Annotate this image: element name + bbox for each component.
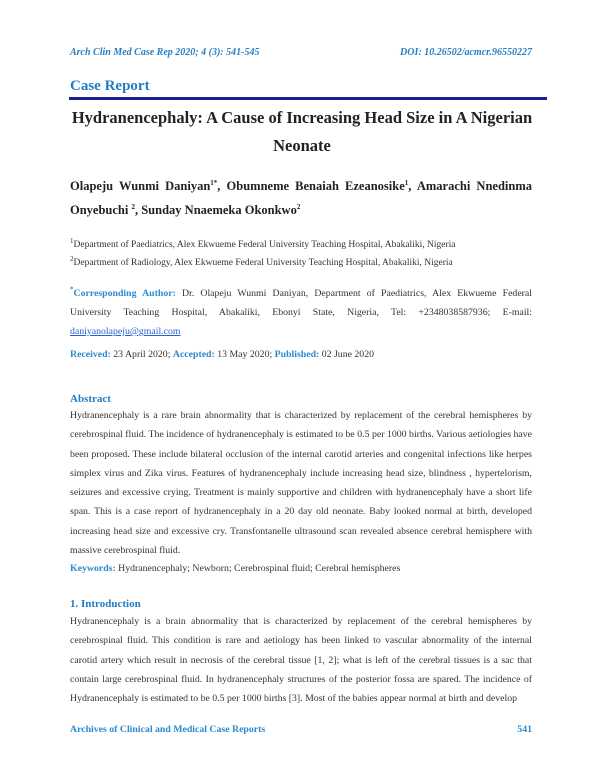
abstract-text: Hydranencephaly is a rare brain abnormality that is characterized by replacement of the cerebral hemispheres by cerebrospinal fluid. The incidence of hydranencephaly is estimated to be 0.5 per 1000 births. Various aetiologies have been proposed. These include bilateral occlusion of the internal carotid arteries and congenital infections like herpes simplex virus and Zika virus. Features of hydranencephaly include increasing head size, blindness , hypertelorism, seizures and excessive crying. Treatment is mainly supportive and children with hydranencephaly have a short life span. This is a case report of hydranencephaly in a 20 day old neonate. Baby looked normal at birth, developed increasing head size and excessive cry. Transfontanelle ultrasound scan revealed absence cerebral hemisphere with massive cerebrospinal fluid. <box>70 410 532 557</box>
introduction-text: Hydranencephaly is a brain abnormality that is characterized by replacement of the cerebral hemispheres by cerebrospinal fluid. This condition is rare and aetiology has been linked to vascular abnormality of the internal carotid artery which result in necrosis of the cerebral tissue [1, 2]; what is left of the cerebral tissues is a sac that contain large cerebrospinal fluid. In hydranencephaly structures of the posterior fossa are spared. The incidence of Hydranencephaly is estimated to be 0.5 per 1000 births [3]. Most of the babies appear normal at birth and develop <box>70 616 532 705</box>
affiliation: $^2$Department of Radiology, Alex Ekwueme Federal University Teaching Hospital, Abakaliki, Nigeria <box>70 254 453 268</box>
corresponding-author: *Corresponding Author: Dr. Olapeju Wunmi Daniyan, Department of Paediatrics, Alex Ekwueme Federal University Teaching Hospital, Abakaliki, Ebonyi State, Nigeria, Tel: +2348038587936; E-mail: daniyanolapeju@gmail.com <box>70 285 532 337</box>
introduction-heading: 1. Introduction <box>70 598 141 610</box>
affiliations <box>70 236 455 272</box>
article-dates: Received: 23 April 2020; Accepted: 13 May 2020; Published: 02 June 2020 <box>70 349 374 360</box>
article-type: Case Report <box>70 78 150 94</box>
email-link[interactable]: daniyanolapeju@gmail.com <box>70 326 181 337</box>
author-surname: Onyebuchi <box>70 203 129 217</box>
affiliation: $^1$Department of Paediatrics, Alex Ekwueme Federal University Teaching Hospital, Abakaliki, Nigeria <box>70 236 456 250</box>
journal-name: Archives of Clinical and Medical Case Reports <box>70 724 266 735</box>
page-number: 541 <box>517 724 532 735</box>
author: Sunday Nnaemeka Okonkwo <box>141 203 297 217</box>
page-footer <box>70 724 532 735</box>
header-rule <box>69 97 547 100</box>
running-header <box>70 47 532 58</box>
author: Olapeju Wunmi Daniyan <box>70 179 211 193</box>
keywords: Keywords: Hydranencephaly; Newborn; Cerebrospinal fluid; Cerebral hemispheres <box>70 563 401 574</box>
abstract-heading: Abstract <box>70 393 111 405</box>
citation: Arch Clin Med Case Rep 2020; 4 (3): 541-545 <box>70 47 260 58</box>
article-title: Hydranencephaly: A Cause of Increasing Head Size in A Nigerian Neonate <box>71 108 533 155</box>
author-list-continued: Onyebuchi $^2$, Sunday Nnaemeka Okonkwo$^2$ <box>70 202 301 217</box>
author: Amarachi Nnedinma <box>416 179 532 193</box>
doi: DOI: 10.26502/acmcr.96550227 <box>400 47 532 58</box>
author-list: Olapeju Wunmi Daniyan$^{1*}$, Obumneme Benaiah Ezeanosike$^1$, Amarachi Nnedinma <box>70 178 532 193</box>
author: Obumneme Benaiah Ezeanosike <box>226 179 405 193</box>
